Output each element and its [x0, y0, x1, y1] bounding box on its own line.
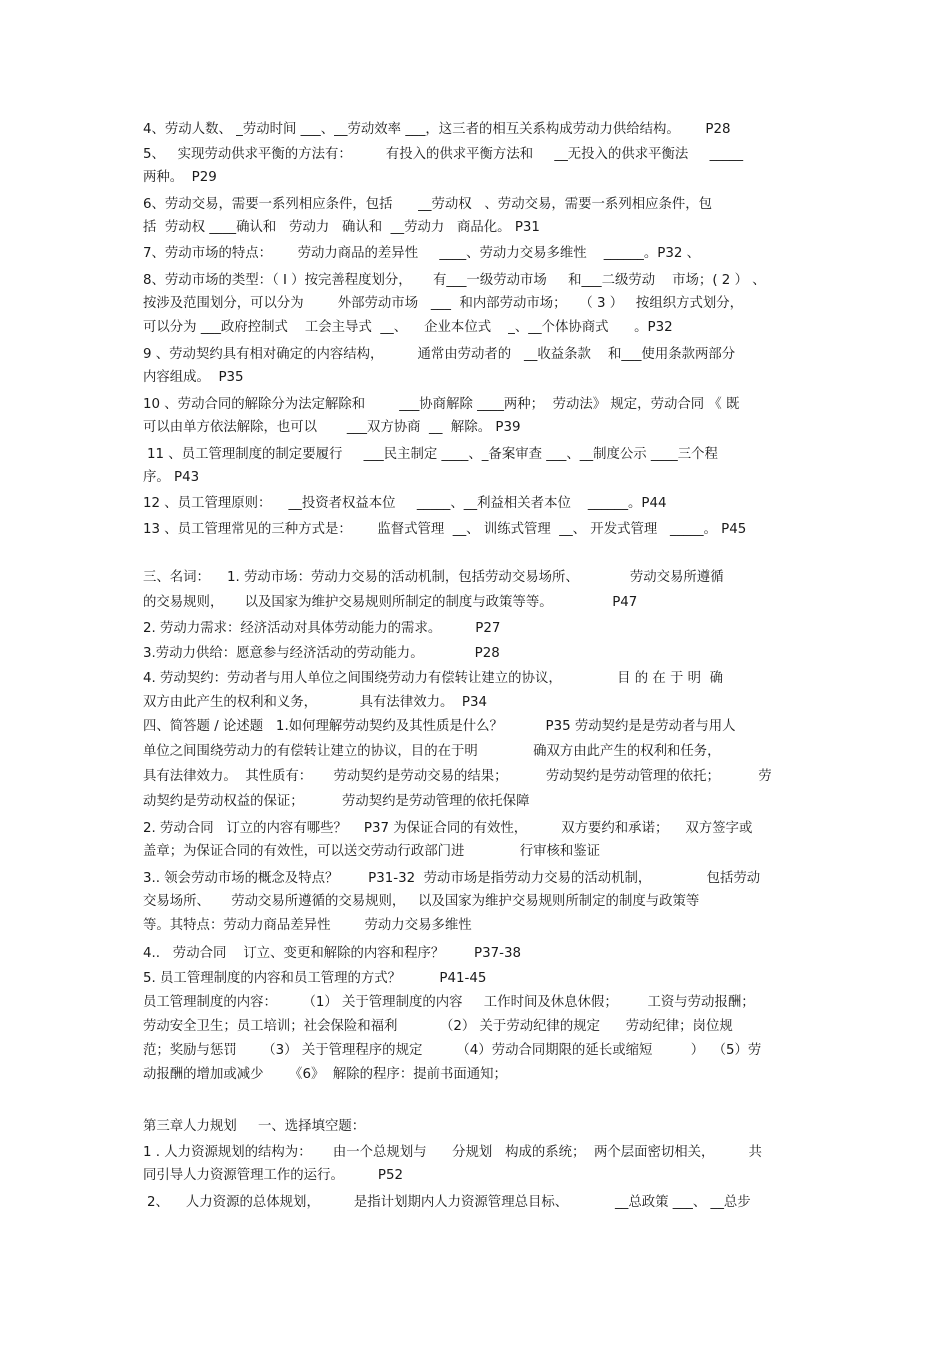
text-line: 盖章；为保证合同的有效性，可以送交劳动行政部门进 行审核和鉴证: [143, 844, 601, 859]
text-line: 1 . 人力资源规划的结构为： 由一个总规划与 分规划 构成的系统； 两个层面密切相关， 共: [143, 1145, 762, 1160]
text-line: 可以由单方依法解除，也可以 ___双方协商 __ 解除。 P39: [143, 420, 521, 435]
text-line: 三、名词： 1. 劳动市场：劳动力交易的活动机制，包括劳动交易场所、 劳动交易所遵循: [143, 570, 724, 585]
text-line: 8、劳动市场的类型：（ I ）按完善程度划分， 有___一级劳动市场 和___二级劳动 市场；( 2 ） 、: [143, 273, 766, 288]
text-line: 可以分为 ___政府控制式 工会主导式 __、 企业本位式 _、__个体协商式 。P32: [143, 320, 673, 335]
text-line: 单位之间围绕劳动力的有偿转让建立的协议，目的在于明 确双方由此产生的权利和任务，: [143, 744, 721, 759]
text-line: 2、 人力资源的总体规划， 是指计划期内人力资源管理总目标、 __总政策 ___、 __总步: [147, 1195, 751, 1210]
text-line: 动报酬的增加或减少 《6》 解除的程序：提前书面通知；: [143, 1067, 507, 1082]
text-line: 第三章人力规划 一、选择填空题：: [143, 1119, 366, 1134]
text-line: 13 、员工管理常见的三种方式是： 监督式管理 __、 训练式管理 __、 开发式管理 _____。 P45: [143, 522, 747, 537]
text-line: 4.. 劳动合同 订立、变更和解除的内容和程序？ P37-38: [143, 946, 522, 961]
text-line: 劳动安全卫生；员工培训；社会保险和福利 （2） 关于劳动纪律的规定 劳动纪律；岗位规: [143, 1019, 733, 1034]
text-line: 5、 实现劳动供求平衡的方法有： 有投入的供求平衡方法和 __无投入的供求平衡法 _____: [143, 147, 744, 162]
text-line: 2. 劳动合同 订立的内容有哪些？ P37 为保证合同的有效性， 双方要约和承诺； 双方签字或: [143, 821, 753, 836]
text-line: 等。其特点：劳动力商品差异性 劳动力交易多维性: [143, 918, 472, 933]
text-line: 范；奖励与惩罚 （3） 关于管理程序的规定 （4）劳动合同期限的延长或缩短 ） （5）劳: [143, 1043, 762, 1058]
text-line: 具有法律效力。 其性质有： 劳动契约是劳动交易的结果； 劳动契约是劳动管理的依托； 劳: [143, 769, 772, 784]
text-line: 同引导人力资源管理工作的运行。 P52: [143, 1168, 404, 1183]
text-line: 内容组成。 P35: [143, 370, 244, 385]
text-line: 4. 劳动契约：劳动者与用人单位之间围绕劳动力有偿转让建立的协议， 目 的 在 于 明 确: [143, 671, 723, 686]
text-line: 动契约是劳动权益的保证； 劳动契约是劳动管理的依托保障: [143, 794, 530, 809]
text-line: 4、劳动人数、 _劳动时间 ___、__劳动效率 ___，这三者的相互关系构成劳动力供给结构。 P28: [143, 122, 731, 137]
text-line: 3.劳动力供给：愿意参与经济活动的劳动能力。 P28: [143, 646, 500, 661]
text-line: 5. 员工管理制度的内容和员工管理的方式？ P41-45: [143, 971, 487, 986]
text-line: 括 劳动权 ____确认和 劳动力 确认和 __劳动力 商品化。 P31: [143, 220, 540, 235]
text-line: 9 、劳动契约具有相对确定的内容结构， 通常由劳动者的 __收益条款 和___使用条款两部分: [143, 347, 736, 362]
text-line: 的交易规则， 以及国家为维护交易规则所制定的制度与政策等等。 P47: [143, 595, 638, 610]
text-line: 6、劳动交易，需要一系列相应条件，包括 __劳动权 、劳动交易，需要一系列相应条件，包: [143, 197, 713, 212]
text-line: 员工管理制度的内容： （1） 关于管理制度的内容 工作时间及休息休假； 工资与劳动报酬；: [143, 995, 755, 1010]
text-line: 10 、劳动合同的解除分为法定解除和 ___协商解除 ____两种； 劳动法》 规定，劳动合同 《 既: [143, 397, 740, 412]
text-line: 序。 P43: [143, 470, 200, 485]
text-line: 3.. 领会劳动市场的概念及特点？ P31-32 劳动市场是指劳动力交易的活动机制， 包括劳动: [143, 871, 761, 886]
text-line: 12 、员工管理原则： __投资者权益本位 _____、__利益相关者本位 ______。P44: [143, 496, 667, 511]
text-line: 11 、员工管理制度的制定要履行 ___民主制定 ____、_备案审查 ___、__制度公示 ____三个程: [147, 447, 718, 462]
text-line: 交易场所、 劳动交易所遵循的交易规则， 以及国家为维护交易规则所制定的制度与政策等: [143, 894, 700, 909]
text-line: 2. 劳动力需求：经济活动对具体劳动能力的需求。 P27: [143, 621, 501, 636]
text-line: 双方由此产生的权利和义务， 具有法律效力。 P34: [143, 695, 488, 710]
text-line: 7、劳动市场的特点： 劳动力商品的差异性 ____、劳动力交易多维性 ______。P32 、: [143, 246, 701, 261]
text-line: 两种。 P29: [143, 170, 217, 185]
text-line: 四、简答题 / 论述题 1.如何理解劳动契约及其性质是什么？ P35 劳动契约是是劳动者与用人: [143, 719, 736, 734]
text-line: 按涉及范围划分，可以分为 外部劳动市场 ___ 和内部劳动市场； （ 3 ） 按组织方式划分，: [143, 296, 744, 311]
